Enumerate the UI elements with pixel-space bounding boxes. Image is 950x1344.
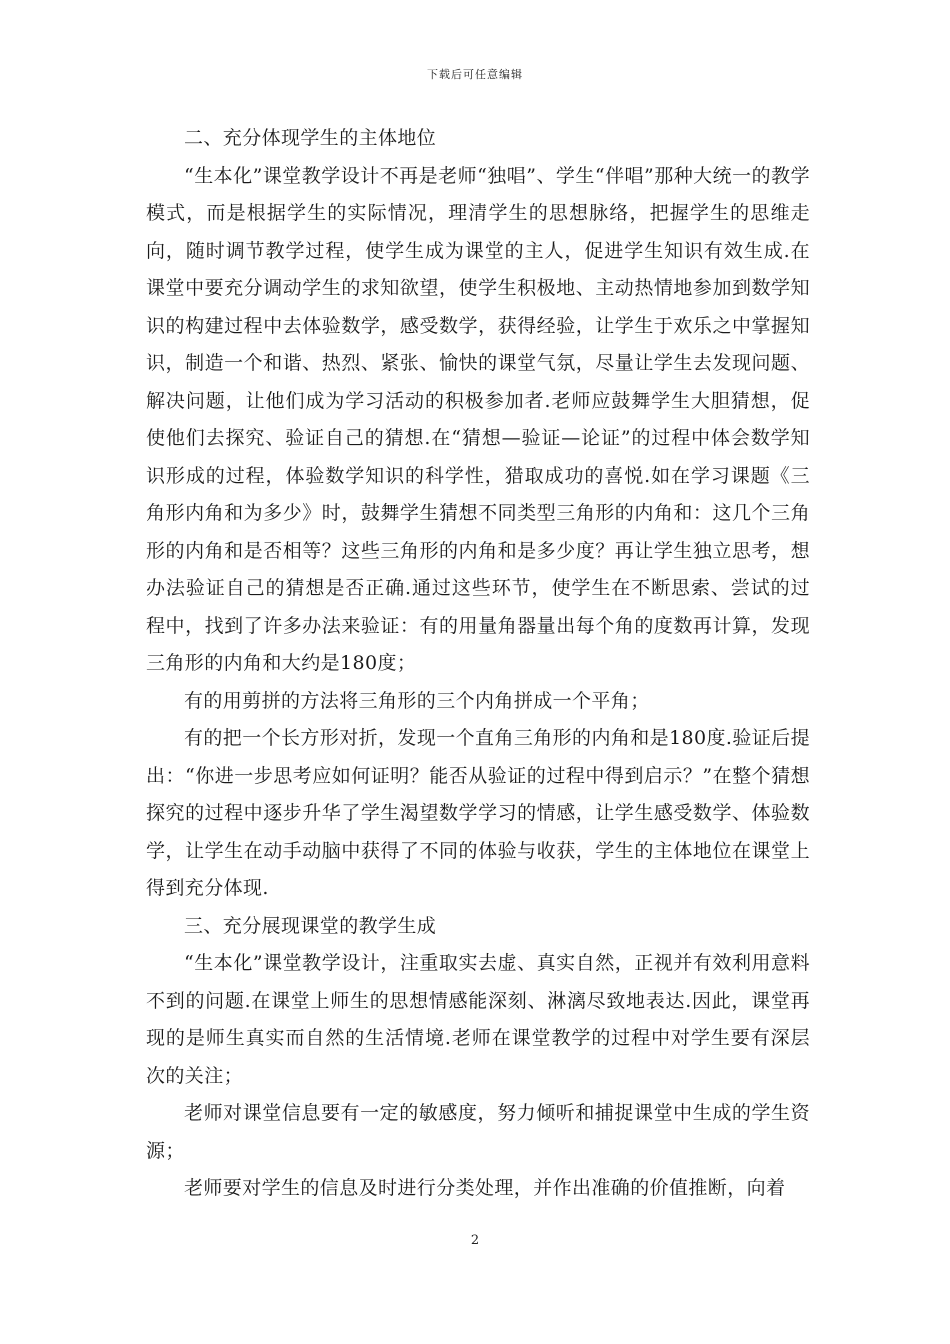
paragraph: 有的用剪拼的方法将三角形的三个内角拼成一个平角；: [184, 689, 650, 712]
paragraph: 老师对课堂信息要有一定的敏感度，努力倾听和捕捉课堂中生成的学生资源；: [146, 1102, 810, 1162]
section-heading-3: 三、充分展现课堂的教学生成: [184, 914, 437, 937]
paragraph: 有的把一个长方形对折，发现一个直角三角形的内角和是180度.验证后提出：“你进一步思考应如何证明？能否从验证的过程中得到启示？”在整个猜想探究的过程中逐步升华了学生渴望数学学习的情感，让学生感受数学、体验数学，让学生在动手动脑中获得了不同的体验与收获，学生的主体地位在课堂上得到充分体现.: [146, 727, 810, 899]
paragraph: “生本化”课堂教学设计不再是老师“独唱”、学生“伴唱”那种大统一的教学模式，而是根据学生的实际情况，理清学生的思想脉络，把握学生的思维走向，随时调节教学过程，使学生成为课堂的主人，促进学生知识有效生成.在课堂中要充分调动学生的求知欲望，使学生积极地、主动热情地参加到数学知识的构建过程中去体验数学，感受数学，获得经验，让学生于欢乐之中掌握知识，制造一个和谐、热烈、紧张、愉快的课堂气氛，尽量让学生去发现问题、解决问题，让他们成为学习活动的积极参加者.老师应鼓舞学生大胆猜想，促使他们去探究、验证自己的猜想.在“猜想—验证—论证”的过程中体会数学知识形成的过程，体验数学知识的科学性，猎取成功的喜悦.如在学习课题《三角形内角和为多少》时，鼓舞学生猜想不同类型三角形的内角和：这几个三角形的内角和是否相等？这些三角形的内角和是多少度？再让学生独立思考，想办法验证自己的猜想是否正确.通过这些环节，使学生在不断思索、尝试的过程中，找到了许多办法来验证：有的用量角器量出每个角的度数再计算，发现三角形的内角和大约是180度；: [146, 164, 810, 674]
section-heading-2: 二、充分体现学生的主体地位: [184, 127, 437, 149]
page-number: 2: [470, 1233, 480, 1248]
paragraph: 老师要对学生的信息及时进行分类处理，并作出准确的价值推断，向着: [184, 1177, 786, 1199]
document-body: [146, 120, 810, 1208]
page-header: 下载后可任意编辑: [427, 68, 523, 81]
paragraph: “生本化”课堂教学设计，注重取实去虚、真实自然，正视并有效利用意料不到的问题.在课堂上师生的思想情感能深刻、淋漓尽致地表达.因此，课堂再现的是师生真实而自然的生活情境.老师在课堂教学的过程中对学生要有深层次的关注；: [146, 952, 810, 1087]
